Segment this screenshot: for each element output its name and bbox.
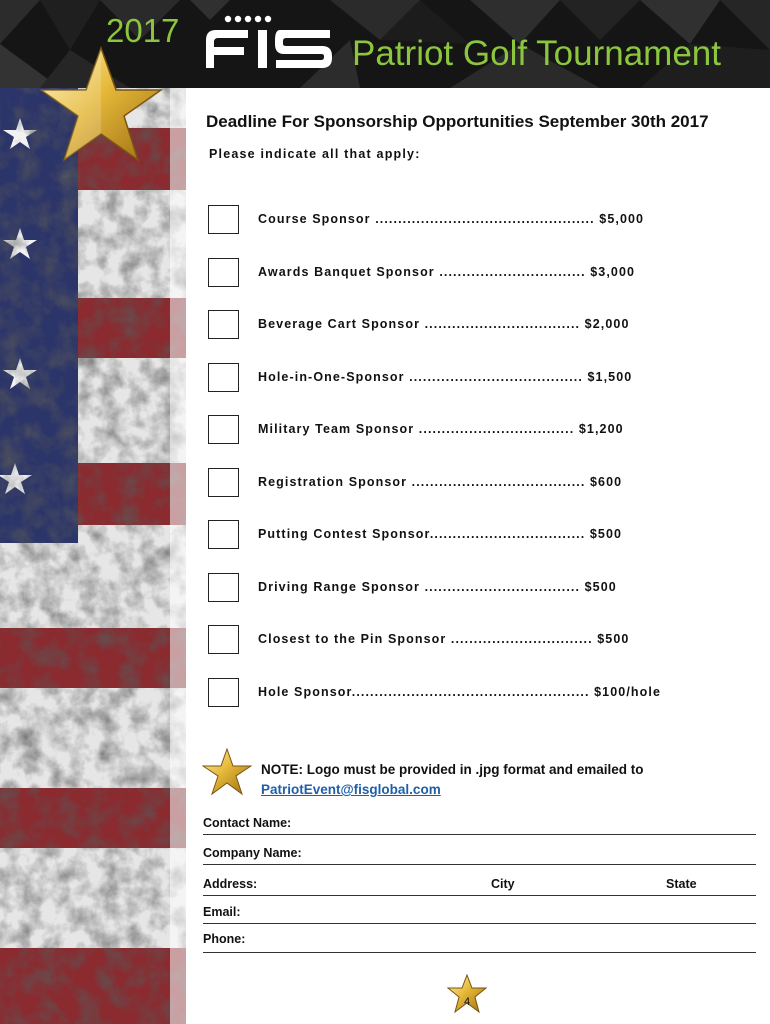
option-label: Registration Sponsor ...................................... $600 <box>258 474 623 489</box>
fis-logo <box>204 14 334 72</box>
instruction-text: Please indicate all that apply: <box>209 147 421 161</box>
option-label: Awards Banquet Sponsor ................................ $3,000 <box>258 264 636 279</box>
email-field[interactable] <box>203 923 756 924</box>
city-label: City <box>491 877 515 891</box>
option-closest-to-pin-sponsor <box>208 625 728 678</box>
checkbox[interactable] <box>208 205 239 234</box>
option-hole-sponsor <box>208 678 728 731</box>
email-link[interactable]: PatriotEvent@fisglobal.com <box>261 782 441 797</box>
checkbox[interactable] <box>208 520 239 549</box>
event-year: 2017 <box>106 12 180 49</box>
phone-label: Phone: <box>203 932 246 946</box>
option-label: Closest to the Pin Sponsor ............................... $500 <box>258 632 630 646</box>
checkbox[interactable] <box>208 625 239 654</box>
event-title: Patriot Golf Tournament <box>352 34 721 73</box>
phone-field[interactable] <box>203 952 756 953</box>
option-label: Course Sponsor ................................................ $5,000 <box>258 212 645 226</box>
checkbox[interactable] <box>208 678 239 707</box>
option-label: Hole-in-One-Sponsor ...................................... $1,500 <box>258 369 633 384</box>
option-label: Hole Sponsor.................................................... $100/hole <box>258 684 662 699</box>
contact-name-field[interactable] <box>203 834 756 835</box>
sponsorship-options <box>208 205 728 730</box>
deadline-heading: Deadline For Sponsorship Opportunities September 30th 2017 <box>206 112 709 131</box>
company-name-field[interactable] <box>203 864 756 865</box>
address-label: Address: <box>203 877 258 891</box>
state-label: State <box>666 877 697 891</box>
option-hole-in-one-sponsor <box>208 363 728 416</box>
address-field[interactable] <box>203 895 756 896</box>
checkbox[interactable] <box>208 258 239 287</box>
email-label: Email: <box>203 905 241 919</box>
checkbox[interactable] <box>208 573 239 602</box>
checkbox[interactable] <box>208 363 239 392</box>
option-label: Putting Contest Sponsor.................................. $500 <box>258 527 623 541</box>
option-label: Driving Range Sponsor .................................. $500 <box>258 579 617 594</box>
option-military-team-sponsor <box>208 415 728 468</box>
option-label: Beverage Cart Sponsor .................................. $2,000 <box>258 317 630 331</box>
option-label: Military Team Sponsor .................................. $1,200 <box>258 422 624 436</box>
page-number: 4 <box>463 996 471 1008</box>
checkbox[interactable] <box>208 310 239 339</box>
flag-background <box>0 88 186 1024</box>
star-icon <box>38 46 164 166</box>
option-awards-banquet-sponsor <box>208 258 728 311</box>
option-course-sponsor <box>208 205 728 258</box>
contact-name-label: Contact Name: <box>203 816 292 830</box>
option-driving-range-sponsor <box>208 573 728 626</box>
option-putting-contest-sponsor <box>208 520 728 573</box>
logo-note: NOTE: Logo must be provided in .jpg format and emailed to <box>261 762 644 777</box>
option-registration-sponsor <box>208 468 728 521</box>
star-icon <box>447 974 487 1014</box>
company-name-label: Company Name: <box>203 846 302 860</box>
checkbox[interactable] <box>208 468 239 497</box>
star-icon <box>202 748 252 796</box>
checkbox[interactable] <box>208 415 239 444</box>
option-beverage-cart-sponsor <box>208 310 728 363</box>
